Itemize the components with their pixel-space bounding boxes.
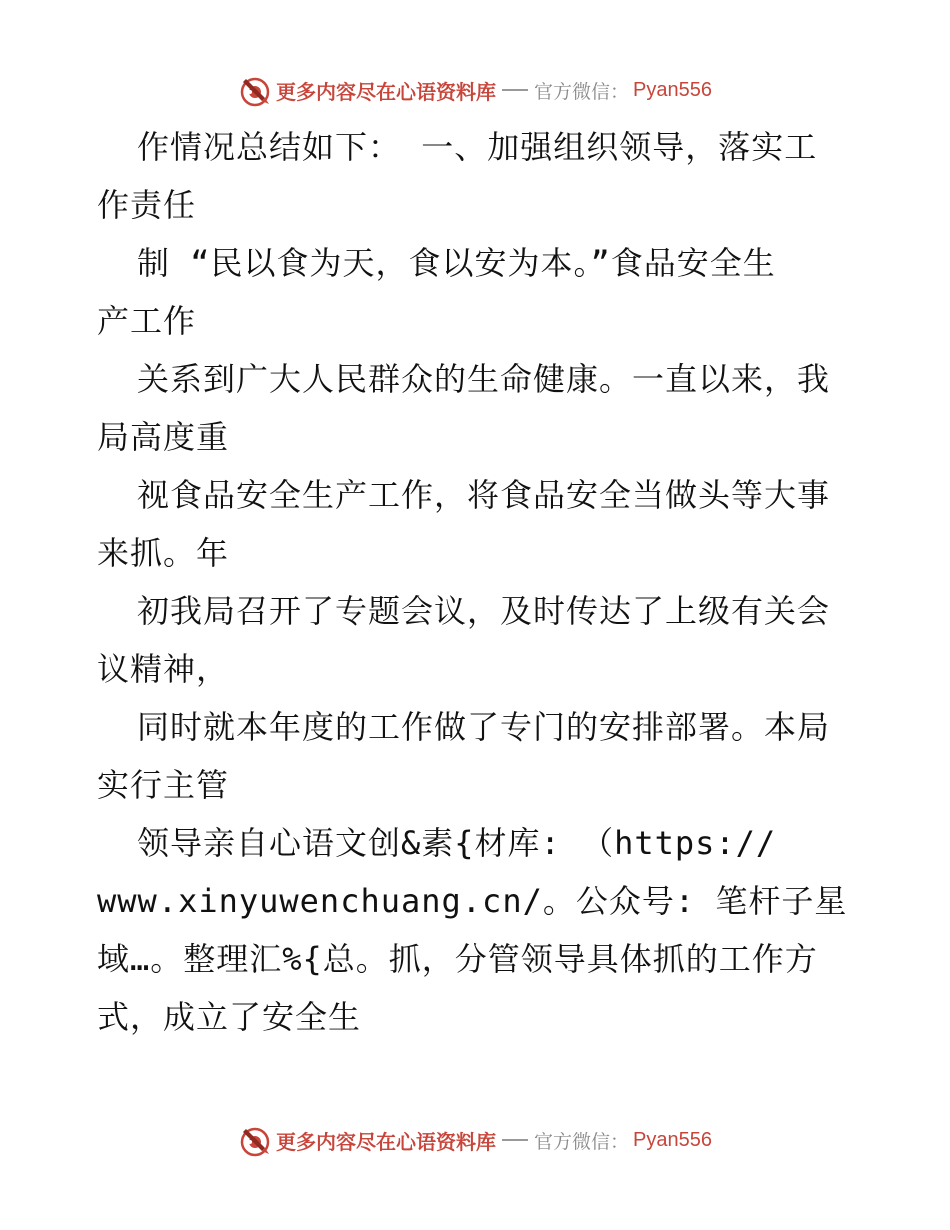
body-line: 领导亲自心语文创&素{材库: （https:// <box>137 824 777 862</box>
quill-pen-logo-icon <box>238 73 272 107</box>
header-wechat-id: Pyan556 <box>633 78 712 101</box>
quill-pen-logo-icon <box>238 1123 272 1157</box>
body-line: 式，成立了安全生 <box>97 998 362 1036</box>
body-line: 产工作 <box>97 302 197 340</box>
body-line: 作责任 <box>97 186 197 224</box>
body-line: 来抓。年 <box>97 534 230 572</box>
footer-dash-divider <box>502 1139 528 1141</box>
body-line: 议精神， <box>97 650 230 688</box>
body-line: 局高度重 <box>97 418 230 456</box>
body-line: 作情况总结如下： 一、加强组织领导，落实工 <box>137 128 818 166</box>
body-line: 初我局召开了专题会议，及时传达了上级有关会 <box>137 592 831 630</box>
header-dash-divider <box>502 89 528 91</box>
header-wechat-label: 官方微信： <box>534 80 630 103</box>
header-site-text: 更多内容尽在心语资料库 <box>276 79 496 104</box>
footer-wechat-label: 官方微信： <box>534 1130 630 1153</box>
header-banner <box>0 70 950 110</box>
body-line: 视食品安全生产工作，将食品安全当做头等大事 <box>137 476 831 514</box>
body-line: 同时就本年度的工作做了专门的安排部署。本局 <box>137 708 831 746</box>
body-line: 制 “民以食为天，食以安为本。”食品安全生 <box>137 244 776 282</box>
footer-wechat-id: Pyan556 <box>633 1128 712 1151</box>
header-banner-content <box>238 73 712 107</box>
body-line: 域…。整理汇%{总。抓，分管领导具体抓的工作方 <box>97 940 818 978</box>
footer-banner <box>0 1120 950 1160</box>
footer-banner-content <box>238 1123 712 1157</box>
body-line: 关系到广大人民群众的生命健康。一直以来，我 <box>137 360 831 398</box>
body-line: 实行主管 <box>97 766 230 804</box>
document-body <box>97 118 857 1046</box>
footer-site-text: 更多内容尽在心语资料库 <box>276 1129 496 1154</box>
body-line: www.xinyuwenchuang.cn/。公众号: 笔杆子星 <box>97 882 848 920</box>
